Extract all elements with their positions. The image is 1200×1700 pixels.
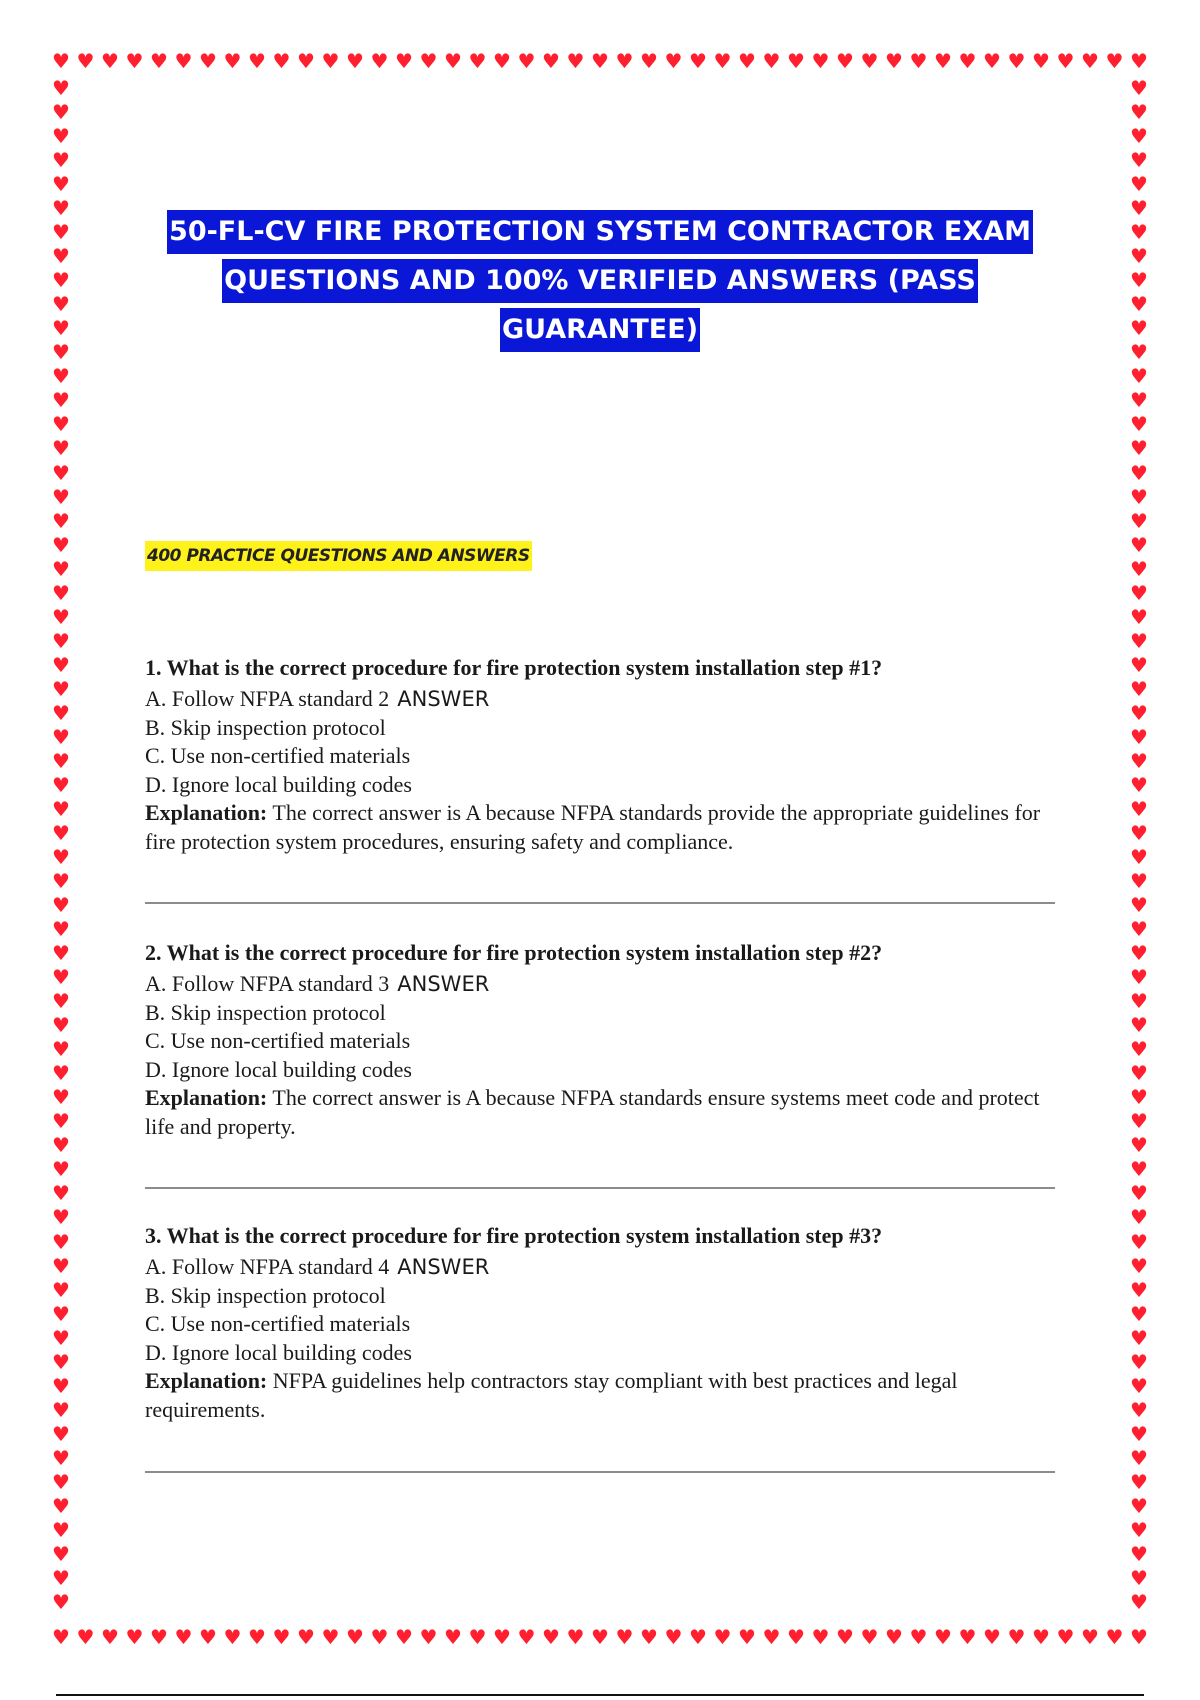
option-d: D. Ignore local building codes	[145, 1339, 412, 1365]
heart-icon: ♥	[125, 1625, 144, 1649]
subtitle-highlight: 400 PRACTICE QUESTIONS AND ANSWERS	[145, 541, 532, 571]
heart-icon: ♥	[1130, 604, 1148, 629]
option-c: C. Use non-certified materials	[145, 1311, 411, 1336]
heart-icon: ♥	[762, 49, 781, 73]
heart-icon: ♥	[1130, 676, 1148, 701]
heart-icon: ♥	[1130, 1421, 1148, 1446]
option-a-text: A. Follow NFPA standard 2	[145, 686, 390, 711]
heart-icon: ♥	[52, 1349, 70, 1374]
heart-icon: ♥	[52, 1253, 70, 1278]
heart-icon: ♥	[52, 700, 70, 725]
heart-icon: ♥	[101, 1625, 119, 1649]
heart-icon: ♥	[860, 1625, 879, 1649]
heart-icon: ♥	[1130, 172, 1148, 197]
heart-icon: ♥	[52, 580, 70, 605]
heart-icon: ♥	[444, 1625, 462, 1649]
explanation-label: Explanation:	[145, 1368, 268, 1393]
heart-icon: ♥	[1130, 1037, 1148, 1062]
heart-icon: ♥	[52, 1277, 70, 1302]
heart-icon: ♥	[591, 49, 609, 73]
heart-icon: ♥	[1032, 49, 1050, 73]
option-b: B. Skip inspection protocol	[145, 714, 386, 740]
heart-icon: ♥	[640, 1625, 658, 1649]
heart-icon: ♥	[125, 49, 144, 73]
heart-icon: ♥	[174, 1625, 193, 1649]
heart-icon: ♥	[52, 1229, 70, 1254]
heart-icon: ♥	[52, 604, 70, 629]
title-line-2: QUESTIONS AND 100% VERIFIED ANSWERS (PASS	[222, 259, 978, 303]
heart-icon: ♥	[1130, 100, 1148, 125]
heart-icon: ♥	[738, 49, 756, 73]
heart-icon: ♥	[1130, 292, 1148, 317]
heart-icon: ♥	[52, 724, 70, 749]
heart-icon: ♥	[199, 49, 217, 73]
heart-border-left	[48, 78, 74, 1612]
explanation	[145, 1367, 1055, 1424]
heart-icon: ♥	[370, 1625, 389, 1649]
heart-icon: ♥	[787, 1625, 805, 1649]
option-b: B. Skip inspection protocol	[145, 1282, 386, 1308]
question-block-2	[145, 938, 1055, 1141]
heart-icon: ♥	[1130, 1157, 1148, 1182]
heart-icon: ♥	[223, 49, 242, 73]
heart-icon: ♥	[1130, 748, 1148, 773]
heart-icon: ♥	[1105, 1625, 1124, 1649]
heart-icon: ♥	[52, 1181, 70, 1206]
heart-icon: ♥	[1130, 1373, 1148, 1398]
heart-icon: ♥	[1130, 724, 1148, 749]
heart-icon: ♥	[52, 989, 70, 1014]
heart-icon: ♥	[346, 49, 364, 73]
document-title	[140, 210, 1060, 357]
heart-icon: ♥	[52, 1205, 70, 1230]
heart-border-top	[52, 48, 1148, 74]
option-d: D. Ignore local building codes	[145, 1056, 412, 1082]
heart-icon: ♥	[52, 76, 70, 100]
heart-icon: ♥	[591, 1625, 609, 1649]
heart-icon: ♥	[1130, 1565, 1148, 1590]
heart-icon: ♥	[1130, 1445, 1148, 1470]
heart-icon: ♥	[1130, 220, 1148, 245]
heart-icon: ♥	[297, 1625, 315, 1649]
heart-icon: ♥	[762, 1625, 781, 1649]
heart-icon: ♥	[52, 820, 70, 845]
heart-icon: ♥	[1130, 76, 1148, 100]
explanation	[145, 1084, 1055, 1141]
heart-icon: ♥	[52, 1421, 70, 1446]
heart-icon: ♥	[52, 1109, 70, 1134]
heart-icon: ♥	[1130, 1133, 1148, 1158]
heart-icon: ♥	[1130, 1085, 1148, 1110]
heart-icon: ♥	[1130, 652, 1148, 677]
heart-icon: ♥	[395, 1625, 413, 1649]
heart-icon: ♥	[934, 1625, 952, 1649]
heart-icon: ♥	[1130, 340, 1148, 365]
question-block-1	[145, 653, 1055, 856]
heart-icon: ♥	[493, 49, 511, 73]
divider	[145, 1471, 1055, 1473]
question-text: 3. What is the correct procedure for fire protection system installation step #3?	[145, 1223, 883, 1248]
heart-icon: ♥	[493, 1625, 511, 1649]
heart-icon: ♥	[52, 652, 70, 677]
heart-icon: ♥	[836, 1625, 854, 1649]
heart-icon: ♥	[713, 49, 732, 73]
heart-icon: ♥	[174, 49, 193, 73]
heart-icon: ♥	[52, 1085, 70, 1110]
heart-icon: ♥	[52, 124, 70, 149]
heart-icon: ♥	[934, 49, 952, 73]
heart-icon: ♥	[1130, 772, 1148, 797]
divider	[145, 902, 1055, 904]
heart-icon: ♥	[223, 1625, 242, 1649]
heart-border-right	[1126, 78, 1152, 1612]
heart-icon: ♥	[419, 1625, 438, 1649]
heart-icon: ♥	[52, 1493, 70, 1518]
heart-icon: ♥	[52, 556, 70, 581]
heart-icon: ♥	[1130, 1061, 1148, 1086]
heart-icon: ♥	[101, 49, 119, 73]
heart-icon: ♥	[983, 49, 1001, 73]
heart-icon: ♥	[1130, 412, 1148, 437]
heart-icon: ♥	[52, 1013, 70, 1038]
heart-icon: ♥	[1081, 1625, 1099, 1649]
heart-icon: ♥	[52, 1157, 70, 1182]
heart-icon: ♥	[52, 965, 70, 990]
heart-icon: ♥	[1130, 244, 1148, 269]
heart-icon: ♥	[1130, 508, 1148, 533]
heart-icon: ♥	[1130, 1625, 1148, 1649]
heart-icon: ♥	[297, 49, 315, 73]
heart-icon: ♥	[1130, 148, 1148, 173]
heart-icon: ♥	[738, 1625, 756, 1649]
heart-icon: ♥	[787, 49, 805, 73]
answer-marker: ANSWER	[397, 1255, 490, 1279]
divider	[145, 1187, 1055, 1189]
heart-icon: ♥	[1130, 1013, 1148, 1038]
heart-icon: ♥	[52, 1541, 70, 1566]
heart-icon: ♥	[52, 196, 70, 221]
heart-icon: ♥	[248, 49, 266, 73]
heart-icon: ♥	[52, 460, 70, 485]
heart-icon: ♥	[52, 316, 70, 341]
heart-icon: ♥	[52, 1133, 70, 1158]
explanation-label: Explanation:	[145, 1085, 268, 1110]
title-line-3: GUARANTEE)	[500, 308, 700, 352]
heart-icon: ♥	[52, 172, 70, 197]
heart-icon: ♥	[52, 893, 70, 918]
heart-icon: ♥	[272, 1625, 291, 1649]
heart-icon: ♥	[199, 1625, 217, 1649]
heart-icon: ♥	[321, 1625, 340, 1649]
heart-icon: ♥	[1130, 941, 1148, 966]
heart-icon: ♥	[1032, 1625, 1050, 1649]
heart-icon: ♥	[1130, 845, 1148, 869]
explanation-text: NFPA guidelines help contractors stay compliant with best practices and legal requirements.	[145, 1368, 958, 1422]
heart-icon: ♥	[689, 49, 707, 73]
heart-icon: ♥	[1130, 820, 1148, 845]
heart-icon: ♥	[52, 412, 70, 437]
heart-icon: ♥	[1130, 917, 1148, 942]
heart-icon: ♥	[909, 49, 928, 73]
heart-icon: ♥	[52, 1373, 70, 1398]
heart-icon: ♥	[640, 49, 658, 73]
heart-icon: ♥	[150, 49, 168, 73]
heart-icon: ♥	[542, 49, 560, 73]
heart-icon: ♥	[52, 148, 70, 173]
option-a-text: A. Follow NFPA standard 4	[145, 1254, 390, 1279]
heart-icon: ♥	[370, 49, 389, 73]
heart-icon: ♥	[1130, 1229, 1148, 1254]
heart-icon: ♥	[52, 1625, 70, 1649]
heart-icon: ♥	[664, 1625, 683, 1649]
heart-icon: ♥	[1130, 1253, 1148, 1278]
heart-icon: ♥	[1130, 580, 1148, 605]
heart-icon: ♥	[52, 436, 70, 461]
heart-icon: ♥	[395, 49, 413, 73]
heart-icon: ♥	[321, 49, 340, 73]
heart-icon: ♥	[517, 49, 536, 73]
heart-icon: ♥	[52, 388, 70, 413]
heart-icon: ♥	[1081, 49, 1099, 73]
heart-icon: ♥	[1130, 364, 1148, 389]
heart-icon: ♥	[1130, 268, 1148, 293]
heart-icon: ♥	[860, 49, 879, 73]
heart-icon: ♥	[566, 49, 585, 73]
heart-icon: ♥	[542, 1625, 560, 1649]
heart-icon: ♥	[52, 484, 70, 509]
heart-icon: ♥	[52, 845, 70, 869]
heart-icon: ♥	[811, 1625, 830, 1649]
heart-icon: ♥	[346, 1625, 364, 1649]
heart-icon: ♥	[1130, 196, 1148, 221]
heart-icon: ♥	[52, 676, 70, 701]
heart-border-bottom	[52, 1624, 1148, 1650]
heart-icon: ♥	[1105, 49, 1124, 73]
heart-icon: ♥	[272, 49, 291, 73]
heart-icon: ♥	[52, 941, 70, 966]
heart-icon: ♥	[52, 628, 70, 653]
option-a	[145, 1253, 1055, 1282]
heart-icon: ♥	[52, 1061, 70, 1086]
heart-icon: ♥	[1130, 989, 1148, 1014]
heart-icon: ♥	[52, 49, 70, 73]
heart-icon: ♥	[983, 1625, 1001, 1649]
heart-icon: ♥	[1130, 532, 1148, 557]
heart-icon: ♥	[52, 532, 70, 557]
question-text: 1. What is the correct procedure for fire protection system installation step #1?	[145, 655, 883, 680]
heart-icon: ♥	[1130, 1181, 1148, 1206]
heart-icon: ♥	[52, 1397, 70, 1422]
heart-icon: ♥	[1130, 1469, 1148, 1494]
heart-icon: ♥	[468, 49, 487, 73]
heart-icon: ♥	[1130, 700, 1148, 725]
heart-icon: ♥	[1130, 124, 1148, 149]
option-a	[145, 970, 1055, 999]
heart-icon: ♥	[52, 1325, 70, 1350]
heart-icon: ♥	[52, 340, 70, 365]
heart-icon: ♥	[1130, 796, 1148, 821]
heart-icon: ♥	[1056, 49, 1075, 73]
heart-icon: ♥	[836, 49, 854, 73]
option-d: D. Ignore local building codes	[145, 771, 412, 797]
explanation-label: Explanation:	[145, 800, 268, 825]
heart-icon: ♥	[811, 49, 830, 73]
option-b: B. Skip inspection protocol	[145, 999, 386, 1025]
heart-icon: ♥	[1130, 1277, 1148, 1302]
heart-icon: ♥	[52, 869, 70, 894]
question-block-3	[145, 1221, 1055, 1424]
heart-icon: ♥	[615, 49, 634, 73]
heart-icon: ♥	[52, 364, 70, 389]
heart-icon: ♥	[1130, 460, 1148, 485]
heart-icon: ♥	[52, 268, 70, 293]
heart-icon: ♥	[1130, 1493, 1148, 1518]
heart-icon: ♥	[444, 49, 462, 73]
heart-icon: ♥	[1130, 1301, 1148, 1326]
heart-icon: ♥	[1056, 1625, 1075, 1649]
heart-icon: ♥	[664, 49, 683, 73]
heart-icon: ♥	[419, 49, 438, 73]
heart-icon: ♥	[52, 1517, 70, 1542]
heart-icon: ♥	[1130, 484, 1148, 509]
heart-icon: ♥	[52, 796, 70, 821]
heart-icon: ♥	[1007, 1625, 1026, 1649]
heart-icon: ♥	[1130, 893, 1148, 918]
heart-icon: ♥	[52, 748, 70, 773]
heart-icon: ♥	[52, 1037, 70, 1062]
heart-icon: ♥	[1130, 556, 1148, 581]
heart-icon: ♥	[1130, 1397, 1148, 1422]
heart-icon: ♥	[885, 49, 903, 73]
heart-icon: ♥	[52, 1301, 70, 1326]
explanation-text: The correct answer is A because NFPA standards provide the appropriate guidelines for fire protection system procedures, ensuring safety and compliance.	[145, 800, 1041, 854]
heart-icon: ♥	[1130, 965, 1148, 990]
heart-icon: ♥	[52, 772, 70, 797]
answer-marker: ANSWER	[397, 687, 490, 711]
heart-icon: ♥	[468, 1625, 487, 1649]
option-c: C. Use non-certified materials	[145, 743, 411, 768]
heart-icon: ♥	[566, 1625, 585, 1649]
heart-icon: ♥	[958, 1625, 977, 1649]
explanation	[145, 799, 1055, 856]
option-a	[145, 685, 1055, 714]
explanation-text: The correct answer is A because NFPA standards ensure systems meet code and protect life and property.	[145, 1085, 1040, 1139]
heart-icon: ♥	[1130, 388, 1148, 413]
heart-icon: ♥	[52, 292, 70, 317]
heart-icon: ♥	[1007, 49, 1026, 73]
heart-icon: ♥	[1130, 869, 1148, 894]
heart-icon: ♥	[517, 1625, 536, 1649]
heart-icon: ♥	[615, 1625, 634, 1649]
answer-marker: ANSWER	[397, 972, 490, 996]
heart-icon: ♥	[52, 508, 70, 533]
title-line-1: 50-FL-CV FIRE PROTECTION SYSTEM CONTRACTOR EXAM	[167, 210, 1033, 254]
heart-icon: ♥	[52, 1445, 70, 1470]
heart-icon: ♥	[1130, 1541, 1148, 1566]
question-text: 2. What is the correct procedure for fire protection system installation step #2?	[145, 940, 883, 965]
heart-icon: ♥	[52, 1589, 70, 1614]
heart-icon: ♥	[150, 1625, 168, 1649]
option-c: C. Use non-certified materials	[145, 1028, 411, 1053]
heart-icon: ♥	[52, 1565, 70, 1590]
heart-icon: ♥	[1130, 1349, 1148, 1374]
option-a-text: A. Follow NFPA standard 3	[145, 971, 390, 996]
heart-icon: ♥	[52, 917, 70, 942]
heart-icon: ♥	[1130, 316, 1148, 341]
heart-icon: ♥	[1130, 1205, 1148, 1230]
heart-icon: ♥	[1130, 1109, 1148, 1134]
heart-icon: ♥	[885, 1625, 903, 1649]
heart-icon: ♥	[1130, 1517, 1148, 1542]
heart-icon: ♥	[1130, 436, 1148, 461]
heart-icon: ♥	[76, 1625, 95, 1649]
heart-icon: ♥	[689, 1625, 707, 1649]
heart-icon: ♥	[52, 244, 70, 269]
heart-icon: ♥	[1130, 1589, 1148, 1614]
heart-icon: ♥	[958, 49, 977, 73]
heart-icon: ♥	[909, 1625, 928, 1649]
heart-icon: ♥	[52, 1469, 70, 1494]
page-bottom-rule	[56, 1694, 1144, 1696]
heart-icon: ♥	[52, 220, 70, 245]
heart-icon: ♥	[1130, 628, 1148, 653]
heart-icon: ♥	[713, 1625, 732, 1649]
heart-icon: ♥	[1130, 49, 1148, 73]
heart-icon: ♥	[76, 49, 95, 73]
heart-icon: ♥	[248, 1625, 266, 1649]
heart-icon: ♥	[52, 100, 70, 125]
heart-icon: ♥	[1130, 1325, 1148, 1350]
